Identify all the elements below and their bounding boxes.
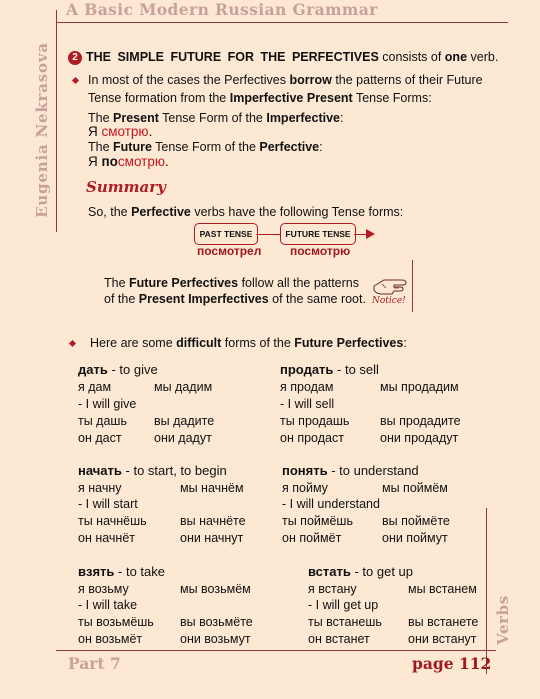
verb-form: - I will get up	[308, 598, 379, 612]
note-line-1: The Future Perfectives follow all the patterns	[104, 276, 359, 290]
verb-form: он даст	[78, 431, 122, 445]
verb-form: - I will understand	[282, 497, 380, 511]
verb-form: - I will take	[78, 598, 138, 612]
verb-form: он встанет	[308, 632, 370, 646]
verb-form: - I will start	[78, 497, 138, 511]
present-tense-line: The Present Tense Form of the Imperfective:	[88, 111, 344, 125]
verb-form: я встану	[308, 582, 357, 596]
verb-form: ты начнёшь	[78, 514, 147, 528]
header-rule	[56, 22, 508, 23]
timeline-line	[256, 234, 280, 235]
pointing-hand-icon	[372, 274, 410, 296]
bullet-icon	[69, 340, 76, 347]
footer-rule	[56, 650, 496, 651]
verb-form: - I will sell	[280, 397, 335, 411]
verb-title-dat: дать - to give	[78, 362, 158, 377]
future-tense-box: FUTURE TENSE	[280, 223, 356, 245]
chapter-label: Verbs	[494, 595, 512, 645]
verb-form: вы дадите	[154, 414, 215, 428]
verb-form: я пойму	[282, 481, 328, 495]
verb-form: я продам	[280, 380, 334, 394]
verb-form: мы начнём	[180, 481, 244, 495]
author-name: Eugenia Nekrasova	[33, 42, 51, 218]
verb-form: он поймёт	[282, 531, 342, 545]
verb-title-ponyat: понять - to understand	[282, 463, 419, 478]
verb-form: мы встанем	[408, 582, 477, 596]
verb-form: ты поймёшь	[282, 514, 353, 528]
verb-form: он продаст	[280, 431, 344, 445]
verb-form: ты продашь	[280, 414, 350, 428]
number-badge: 2	[68, 51, 82, 65]
future-example: Я посмотрю.	[88, 154, 169, 169]
verb-form: он начнёт	[78, 531, 136, 545]
verb-form: мы поймём	[382, 481, 448, 495]
borrow-text-1: In most of the cases the Perfectives borrow the patterns of their Future	[88, 73, 483, 87]
verb-form: я возьму	[78, 582, 129, 596]
verb-title-prodat: продать - to sell	[280, 362, 379, 377]
future-tense-line: The Future Tense Form of the Perfective:	[88, 140, 323, 154]
verb-form: мы дадим	[154, 380, 213, 394]
verb-form: вы начнёте	[180, 514, 246, 528]
verb-title-vstat: встать - to get up	[308, 564, 414, 579]
section-heading: 2 THE SIMPLE FUTURE FOR THE PERFECTIVES consists of one verb.	[68, 50, 498, 65]
part-label: Part 7	[68, 654, 121, 673]
verb-title-vzyat: взять - to take	[78, 564, 165, 579]
verb-form: вы встанете	[408, 615, 479, 629]
verb-form: мы продадим	[380, 380, 459, 394]
summary-text: So, the Perfective verbs have the following Tense forms:	[88, 205, 404, 219]
borrow-text-2: Tense formation from the Imperfective Present Tense Forms:	[88, 91, 432, 105]
arrow-head-icon	[366, 229, 375, 239]
verb-form: я дам	[78, 380, 112, 394]
verb-form: они возьмут	[180, 632, 251, 646]
verb-form: они продадут	[380, 431, 459, 445]
verb-title-nachat: начать - to start, to begin	[78, 463, 227, 478]
verb-form: они дадут	[154, 431, 212, 445]
verb-form: ты возьмёшь	[78, 615, 154, 629]
verb-form: они начнут	[180, 531, 244, 545]
past-tense-box: PAST TENSE	[194, 223, 258, 245]
future-word: посмотрю	[290, 244, 351, 258]
verb-form: ты дашь	[78, 414, 127, 428]
verb-form: вы поймёте	[382, 514, 450, 528]
note-line-2: of the Present Imperfectives of the same root.	[104, 292, 366, 306]
notice-rule	[412, 260, 413, 312]
verb-form: - I will give	[78, 397, 137, 411]
page-number: page 112	[412, 654, 492, 673]
verb-form: вы возьмёте	[180, 615, 253, 629]
notice-label: Notice!	[372, 296, 406, 306]
past-word: посмотрел	[197, 244, 262, 258]
verb-form: он возьмёт	[78, 632, 143, 646]
verb-form: я начну	[78, 481, 122, 495]
verb-form: ты встанешь	[308, 615, 382, 629]
left-vertical-rule	[56, 10, 57, 232]
verb-form: вы продадите	[380, 414, 461, 428]
verb-form: они встанут	[408, 632, 477, 646]
verb-form: мы возьмём	[180, 582, 251, 596]
bullet-icon	[72, 77, 79, 84]
difficult-heading: Here are some difficult forms of the Future Perfectives:	[90, 336, 407, 350]
verb-form: они поймут	[382, 531, 448, 545]
summary-label: Summary	[86, 178, 166, 196]
present-example: Я смотрю.	[88, 124, 153, 139]
book-title: A Basic Modern Russian Grammar	[66, 0, 378, 19]
